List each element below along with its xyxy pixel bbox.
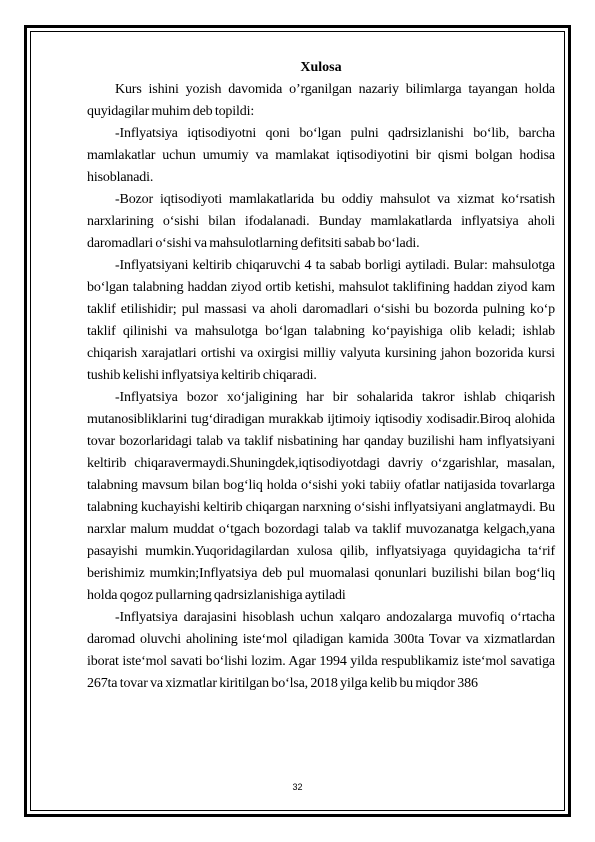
paragraph-inflation-measurement: -Inflyatsiya darajasini hisoblash uchun xalqaro andozalarga muvofiq o‘rtacha daromad oluvchi aholining iste‘mol qiladigan kamida 300ta Tovar va xizmatlardan iborat iste‘mol savati bo‘lishi lozim. Agar 1994 yilda respublikamiz iste‘mol savatiga 267ta tovar va xizmatlar kiritilgan bo‘lsa, 2018 yilga kelib bu miqdor 386 [87,610,555,691]
paragraph-market-economy: -Bozor iqtisodiyoti mamlakatlarida bu oddiy mahsulot va xizmat ko‘rsatish narxlarining o‘sishi bilan ifodalanadi. Bunday mamlakatlarda inflyatsiya aholi daromadlari o‘sishi va mahsulotlarning defitsiti sabab bo‘ladi. [87,192,555,251]
paragraph-intro: Kurs ishini yozish davomida o’rganilgan nazariy bilimlarga tayangan holda quyidagilar muhim deb topildi: [87,82,555,119]
document-body [87,57,555,695]
page-number: 32 [292,782,303,792]
paragraph-inflation-definition: -Inflyatsiya iqtisodiyotni qoni bo‘lgan pulni qadrsizlanishi bo‘lib, barcha mamlakatlar uchun umumiy va mamlakat iqtisodiyotini bir qismi bolgan hodisa hisoblanadi. [87,126,555,185]
document-title: Xulosa [300,60,342,75]
paragraph-inflation-causes: -Inflyatsiyani keltirib chiqaruvchi 4 ta sabab borligi aytiladi. Bular: mahsulotga bo‘lgan talabning haddan ziyod ortib ketishi, mahsulot taklifining haddan ziyod kam taklif etilishidir; pul massasi va aholi daromadlari o‘sishi bu bozorda pulning ko‘p taklif qilinishi va mahsulotga bo‘lgan talabning ko‘payishiga olib keladi; ishlab chiqarish xarajatlari ortishi va oxirgisi milliy valyuta kursining jahon bozorida kursi tushib kelishi inflyatsiya keltirib chiqaradi. [87,258,555,383]
paragraph-inflation-nature: -Inflyatsiya bozor xo‘jaligining har bir sohalarida takror ishlab chiqarish mutanosibliklarini tug‘diradigan murakkab ijtimoiy iqtisodiy xodisadir.Biroq alohida tovar bozorlaridagi talab va taklif nisbatining har qanday buzilishi ham inflyatsiyani keltirib chiqaravermaydi.Shuningdek,iqtisodiyotdagi davriy o‘zgarishlar, masalan, talabning mavsum bilan bog‘liq holda o‘sishi yoki tabiiy ofatlar natijasida tovarlarga talabning kuchayishi keltirib chiqargan narxning o‘sishi inflyatsiyani anglatmaydi. Bu narxlar malum muddat o‘tgach bozordagi talab va taklif muvozanatga kelgach,yana pasayishi mumkin.Yuqoridagilardan xulosa qilib, inflyatsiyaga quyidagicha ta‘rif berishimiz mumkin;Inflyatsiya deb pul muomalasi qonunlari buzilishi bilan bog‘liq holda qogoz pullarning qadrsizlanishiga aytiladi [87,390,555,603]
